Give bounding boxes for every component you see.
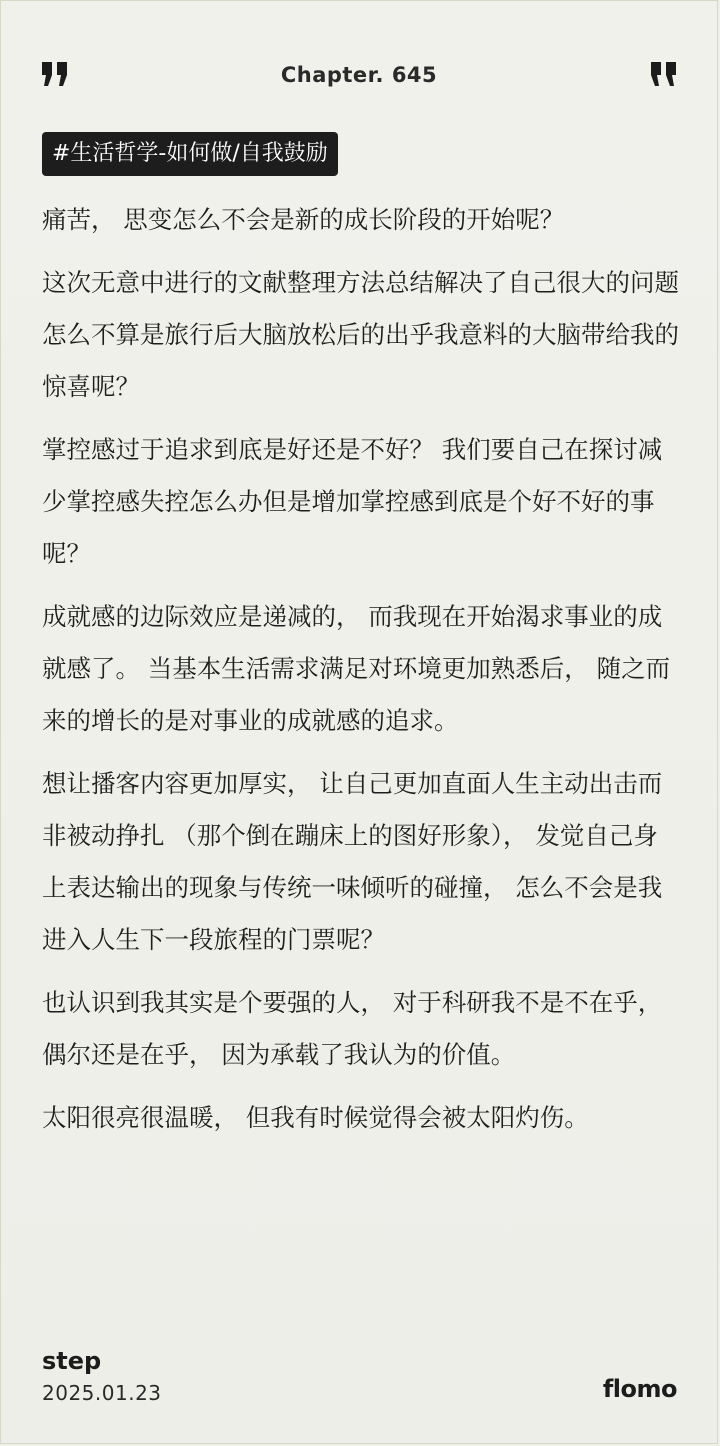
quote-close-icon <box>649 61 677 87</box>
memo-paragraph: 成就感的边际效应是递减的， 而我现在开始渴求事业的成就感了。 当基本生活需求满足对环境更加熟悉后， 随之而来的增长的是对事业的成就感的追求。 <box>42 602 671 735</box>
author-name: step <box>42 1347 102 1375</box>
brand-logo: flomo <box>602 1375 677 1403</box>
memo-content <box>42 194 680 1155</box>
memo-paragraph: 痛苦， 思变怎么不会是新的成长阶段的开始呢？ <box>42 205 565 234</box>
memo-paragraph: 也认识到我其实是个要强的人， 对于科研我不是不在乎， 偶尔还是在乎， 因为承载了我认为的价值。 <box>42 988 663 1069</box>
chapter-title: Chapter. 645 <box>280 63 438 87</box>
memo-paragraph: 太阳很亮很温暖， 但我有时候觉得会被太阳灼伤。 <box>42 1103 589 1132</box>
topic-tag[interactable]: #生活哲学-如何做/自我鼓励 <box>42 132 338 176</box>
memo-paragraph: 这次无意中进行的文献整理方法总结解决了自己很大的问题怎么不算是旅行后大脑放松后的出乎我意料的大脑带给我的惊喜呢？ <box>42 268 679 401</box>
memo-paragraph: 想让播客内容更加厚实， 让自己更加直面人生主动出击而非被动挣扎 （那个倒在蹦床上的图好形象）， 发觉自己身上表达输出的现象与传统一味倾听的碰撞， 怎么不会是我进入人生下一段旅程的门票呢？ <box>42 769 663 954</box>
memo-paragraph: 掌控感过于追求到底是好还是不好？ 我们要自己在探讨减少掌控感失控怎么办但是增加掌控感到底是个好不好的事呢？ <box>42 435 663 568</box>
memo-date: 2025.01.23 <box>42 1381 162 1405</box>
